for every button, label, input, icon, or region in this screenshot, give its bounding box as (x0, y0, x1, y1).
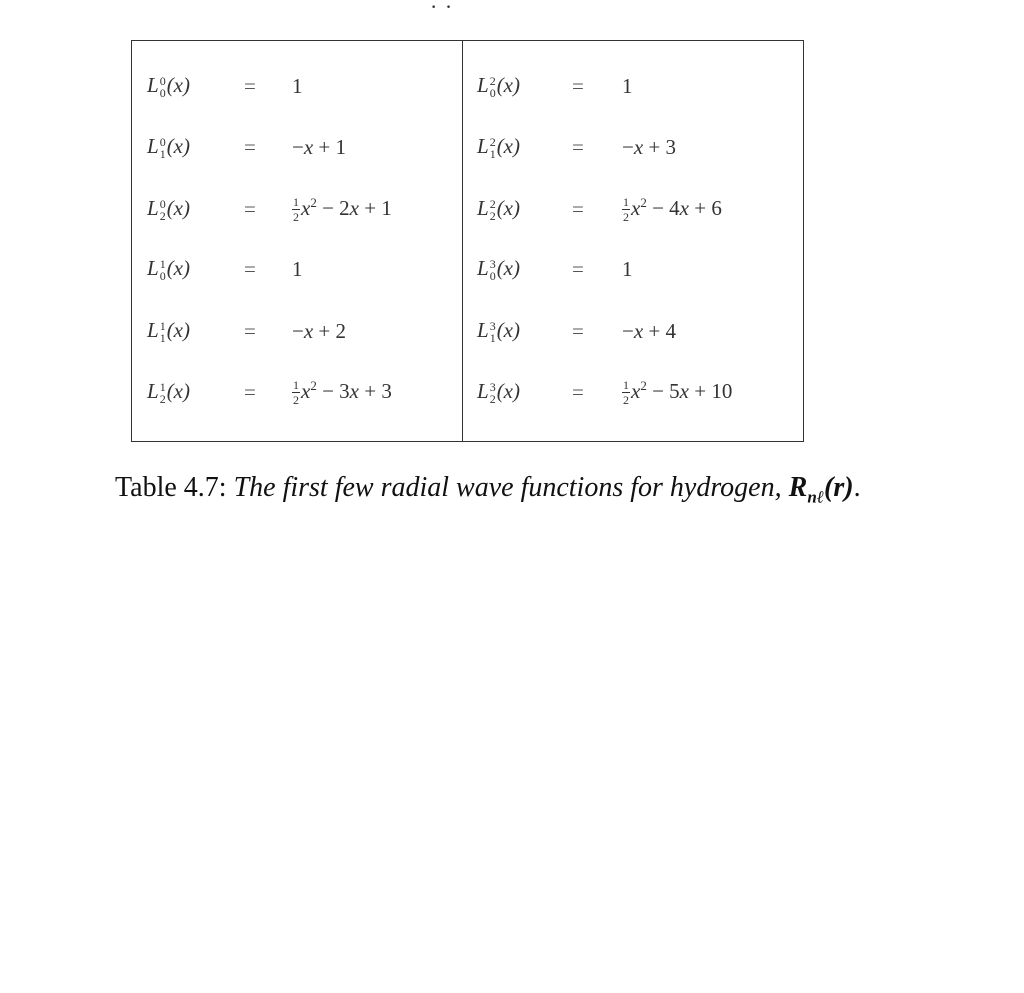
exponent: 2 (310, 377, 317, 393)
expression-term: + 4 (643, 318, 677, 343)
caption-symbol-arg: (r) (824, 472, 854, 503)
expression-term: + 1 (313, 134, 347, 159)
laguerre-subscript: 1 (159, 147, 166, 162)
laguerre-superscript: 3 (489, 257, 496, 272)
equals-sign: = (244, 318, 256, 343)
laguerre-symbol (477, 134, 520, 160)
table-row (132, 66, 803, 106)
laguerre-superscript: 0 (159, 135, 166, 150)
variable-x: x (679, 195, 689, 220)
laguerre-subscript: 2 (159, 209, 166, 224)
laguerre-argument: (x) (166, 317, 190, 342)
laguerre-L: L (477, 255, 489, 280)
equals-sign: = (572, 379, 584, 404)
expression-term: + 10 (689, 378, 733, 403)
laguerre-L: L (147, 378, 159, 403)
variable-x: x (633, 134, 644, 159)
expression-term: 1 (292, 73, 303, 98)
table-row (132, 311, 803, 351)
equals-sign: = (244, 134, 256, 159)
laguerre-subscript: 1 (489, 331, 496, 346)
table-row (132, 372, 803, 412)
polynomial-expression (622, 319, 676, 344)
laguerre-subscript: 0 (489, 269, 496, 284)
equals-sign: = (572, 318, 584, 343)
page-top-fragment: · · (430, 0, 454, 19)
expression-term: − (622, 318, 634, 343)
variable-x: x (301, 195, 311, 220)
laguerre-L: L (147, 195, 159, 220)
laguerre-superscript: 1 (159, 319, 166, 334)
expression-term: + 1 (359, 195, 392, 220)
variable-x: x (303, 134, 314, 159)
laguerre-argument: (x) (496, 133, 520, 158)
laguerre-L: L (477, 195, 489, 220)
caption-symbol-sub: nℓ (807, 487, 825, 507)
laguerre-table (131, 40, 804, 442)
table-caption (115, 472, 861, 508)
expression-term: − 3 (316, 378, 350, 403)
expression-term: + 2 (313, 318, 347, 343)
laguerre-L: L (477, 378, 489, 403)
equals-sign: = (572, 196, 584, 221)
variable-x: x (679, 378, 689, 403)
expression-term: 1 (292, 256, 303, 281)
caption-end: . (853, 472, 861, 503)
laguerre-argument: (x) (496, 195, 520, 220)
expression-term: − 2 (316, 195, 350, 220)
expression-term: + 3 (643, 134, 677, 159)
expression-term: − (292, 318, 304, 343)
fraction (622, 196, 630, 223)
laguerre-subscript: 2 (159, 392, 166, 407)
fraction-denominator: 2 (293, 210, 299, 225)
caption-text: The first few radial wave functions for hydrogen, (226, 472, 789, 503)
variable-x: x (349, 378, 359, 403)
fraction-denominator: 2 (623, 393, 629, 408)
equals-sign: = (572, 256, 584, 281)
fraction-numerator: 1 (293, 195, 299, 210)
laguerre-subscript: 0 (159, 269, 166, 284)
variable-x: x (631, 378, 641, 403)
laguerre-indices (490, 381, 496, 405)
fraction-denominator: 2 (623, 210, 629, 225)
laguerre-symbol (477, 256, 520, 282)
laguerre-symbol (477, 196, 520, 222)
equals-sign: = (572, 73, 584, 98)
equals-sign: = (572, 134, 584, 159)
variable-x: x (349, 195, 359, 220)
laguerre-superscript: 2 (489, 135, 496, 150)
expression-term: + 6 (689, 195, 722, 220)
expression-term: 1 (622, 73, 633, 98)
variable-x: x (303, 318, 314, 343)
laguerre-superscript: 2 (489, 197, 496, 212)
laguerre-indices (490, 258, 496, 282)
laguerre-argument: (x) (496, 378, 520, 403)
laguerre-subscript: 1 (159, 331, 166, 346)
equals-sign: = (244, 256, 256, 281)
fraction-numerator: 1 (623, 195, 629, 210)
table-row (132, 127, 803, 167)
laguerre-symbol (477, 379, 520, 405)
laguerre-L: L (147, 72, 159, 97)
laguerre-argument: (x) (496, 317, 520, 342)
laguerre-subscript: 2 (489, 209, 496, 224)
equals-sign: = (244, 73, 256, 98)
laguerre-argument: (x) (166, 195, 190, 220)
expression-term: − (292, 134, 304, 159)
laguerre-L: L (147, 317, 159, 342)
laguerre-subscript: 2 (489, 392, 496, 407)
fraction-numerator: 1 (293, 378, 299, 393)
equals-sign: = (244, 379, 256, 404)
laguerre-argument: (x) (166, 72, 190, 97)
variable-x: x (633, 318, 644, 343)
exponent: 2 (310, 194, 317, 210)
expression-term: − 4 (646, 195, 680, 220)
table-row (132, 249, 803, 289)
polynomial-expression (622, 195, 722, 224)
laguerre-L: L (477, 317, 489, 342)
laguerre-argument: (x) (166, 133, 190, 158)
laguerre-symbol (477, 73, 520, 99)
laguerre-argument: (x) (496, 72, 520, 97)
polynomial-expression (622, 74, 633, 99)
variable-x: x (631, 195, 641, 220)
polynomial-expression (622, 257, 633, 282)
table-row (132, 189, 803, 229)
laguerre-superscript: 2 (489, 74, 496, 89)
variable-x: x (301, 378, 311, 403)
exponent: 2 (640, 194, 647, 210)
laguerre-L: L (477, 133, 489, 158)
laguerre-indices (490, 320, 496, 344)
laguerre-subscript: 0 (489, 86, 496, 101)
equals-sign: = (244, 196, 256, 221)
laguerre-subscript: 0 (159, 86, 166, 101)
laguerre-superscript: 1 (159, 380, 166, 395)
expression-term: + 3 (359, 378, 392, 403)
laguerre-argument: (x) (496, 255, 520, 280)
laguerre-argument: (x) (166, 255, 190, 280)
laguerre-indices (490, 198, 496, 222)
exponent: 2 (640, 377, 647, 393)
laguerre-argument: (x) (166, 378, 190, 403)
laguerre-symbol (477, 318, 520, 344)
laguerre-subscript: 1 (489, 147, 496, 162)
laguerre-L: L (477, 72, 489, 97)
caption-symbol (788, 472, 854, 507)
laguerre-L: L (147, 255, 159, 280)
laguerre-superscript: 0 (159, 74, 166, 89)
fraction-numerator: 1 (623, 378, 629, 393)
laguerre-L: L (147, 133, 159, 158)
fraction (622, 379, 630, 406)
laguerre-superscript: 1 (159, 257, 166, 272)
expression-term: 1 (622, 256, 633, 281)
caption-label: Table 4.7: (115, 472, 227, 503)
laguerre-indices (490, 75, 496, 99)
expression-term: − (622, 134, 634, 159)
laguerre-superscript: 0 (159, 197, 166, 212)
caption-symbol-R: R (788, 472, 808, 503)
laguerre-superscript: 3 (489, 380, 496, 395)
polynomial-expression (622, 378, 732, 407)
polynomial-expression (622, 135, 676, 160)
laguerre-indices (490, 136, 496, 160)
laguerre-superscript: 3 (489, 319, 496, 334)
expression-term: − 5 (646, 378, 680, 403)
fraction-denominator: 2 (293, 393, 299, 408)
